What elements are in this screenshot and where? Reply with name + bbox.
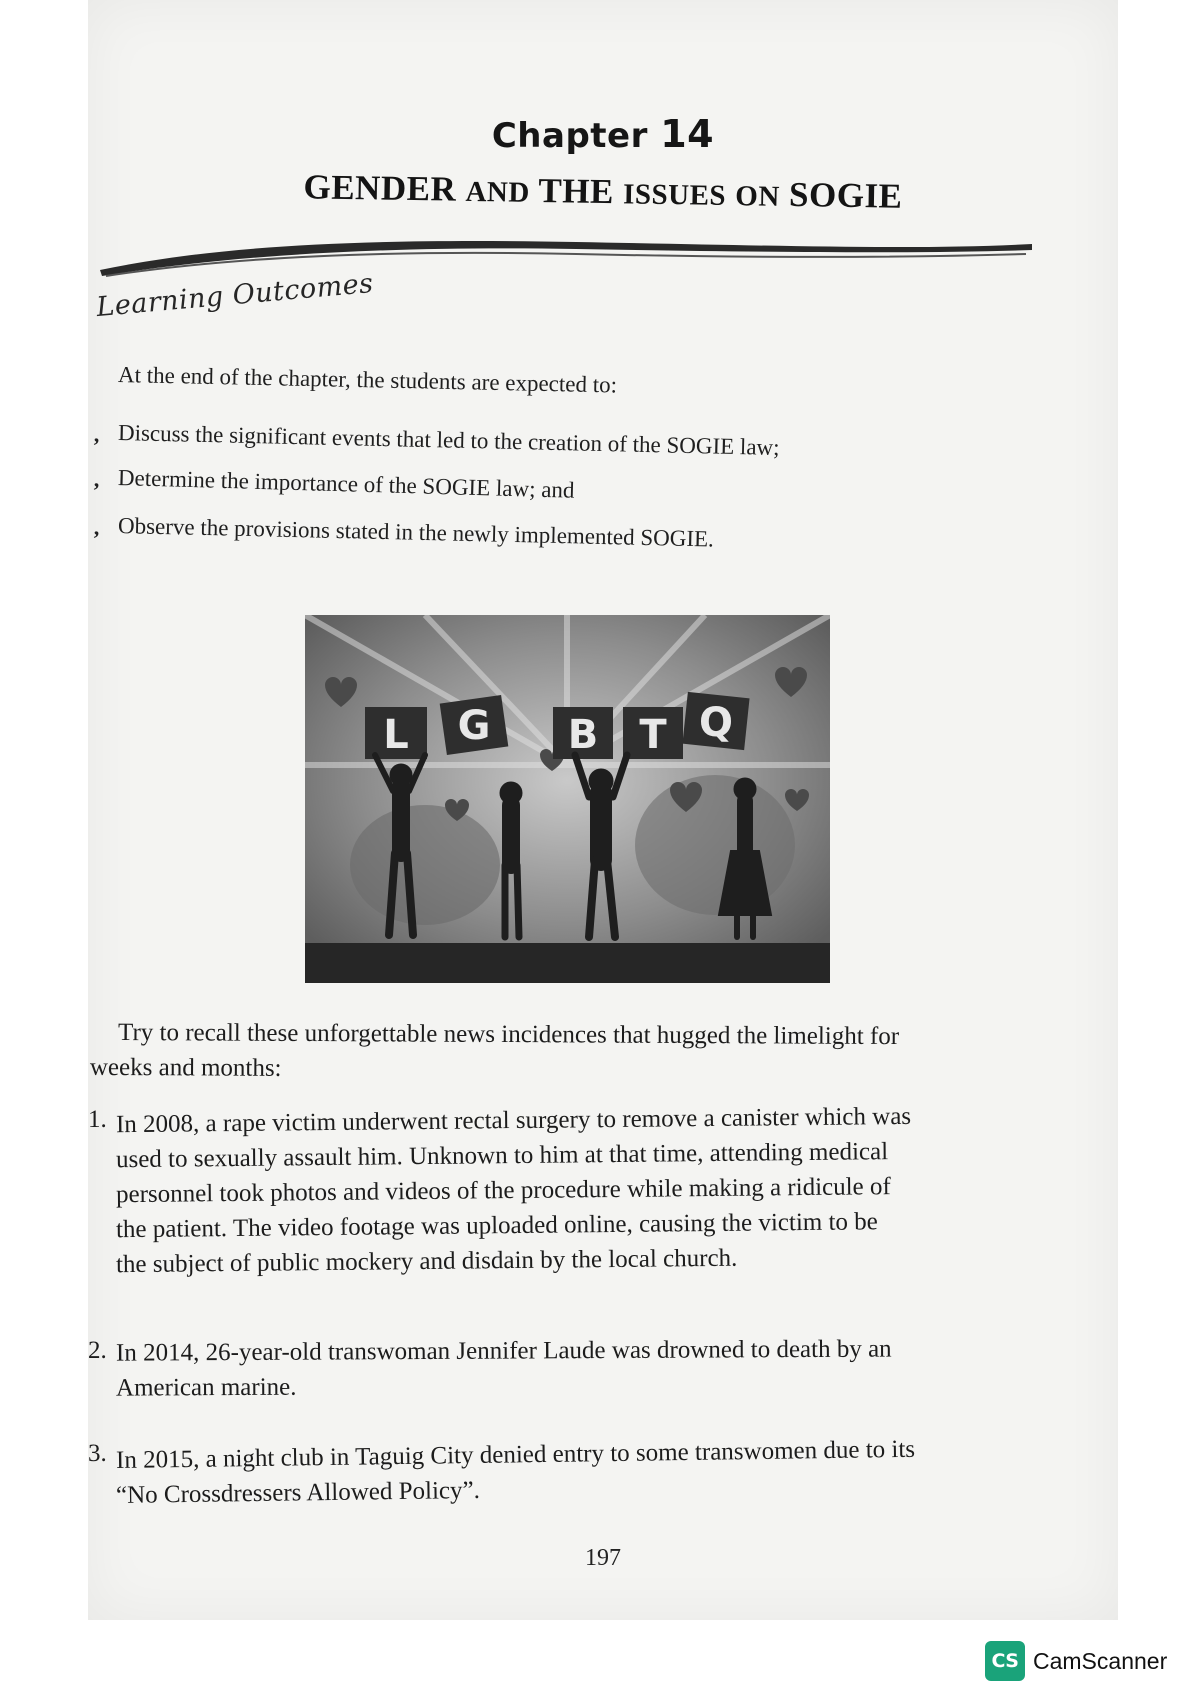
title-word: GENDER bbox=[303, 167, 457, 209]
list-item bbox=[93, 513, 715, 553]
item-line: In 2014, 26-year-old transwoman Jennifer Laude was drowned to death by an bbox=[115, 1335, 892, 1367]
bullet-mark: , bbox=[93, 514, 100, 540]
camscanner-logo-icon: CS bbox=[985, 1641, 1025, 1681]
outcome-text: Determine the importance of the SOGIE law; and bbox=[117, 465, 575, 503]
list-number: 1. bbox=[88, 1106, 107, 1133]
title-word: ISSUES bbox=[622, 178, 727, 212]
item-line: personnel took photos and videos of the procedure while making a ridicule of bbox=[115, 1173, 891, 1209]
item-line: “No Crossdressers Allowed Policy”. bbox=[115, 1476, 481, 1509]
lgbtq-illustration bbox=[305, 615, 830, 983]
bullet-mark: , bbox=[93, 421, 100, 447]
camscanner-watermark bbox=[985, 1641, 1167, 1681]
bullet-mark: , bbox=[93, 466, 100, 492]
sign-letter-g: G bbox=[457, 703, 491, 749]
item-line: the subject of public mockery and disdain by the local church. bbox=[115, 1244, 738, 1279]
list-number: 2. bbox=[88, 1337, 107, 1364]
sign-letter-l: L bbox=[383, 712, 409, 758]
chapter-label bbox=[88, 112, 1118, 156]
list-item bbox=[93, 465, 575, 504]
page-number: 197 bbox=[585, 1545, 621, 1571]
item-line: In 2015, a night club in Taguig City denied entry to some transwomen due to its bbox=[115, 1435, 916, 1474]
scanned-page bbox=[88, 0, 1118, 1620]
learning-outcomes-heading: Learning Outcomes bbox=[95, 267, 375, 324]
list-number: 3. bbox=[88, 1440, 107, 1467]
sign-letter-t: T bbox=[639, 712, 667, 758]
list-item bbox=[88, 1333, 1116, 1403]
title-word: AND bbox=[465, 175, 531, 209]
chapter-number: 14 bbox=[660, 112, 715, 156]
item-line: used to sexually assault him. Unknown to him at that time, attending medical bbox=[115, 1138, 889, 1174]
sign-letter-b: B bbox=[567, 712, 599, 758]
paragraph-line: Try to recall these unforgettable news incidences that hugged the limelight for bbox=[118, 1019, 900, 1051]
outcomes-intro: At the end of the chapter, the students are expected to: bbox=[117, 362, 618, 398]
list-item bbox=[88, 1102, 1116, 1279]
chapter-title bbox=[88, 164, 1119, 220]
title-word: THE bbox=[538, 170, 615, 212]
title-divider bbox=[96, 232, 1036, 282]
outcome-text: Discuss the significant events that led to the creation of the SOGIE law; bbox=[117, 420, 780, 461]
chapter-word: Chapter bbox=[491, 116, 648, 156]
item-line: In 2008, a rape victim underwent rectal surgery to remove a canister which was bbox=[115, 1102, 912, 1139]
intro-paragraph bbox=[89, 1015, 1108, 1090]
title-word: ON bbox=[735, 180, 781, 213]
list-item bbox=[93, 420, 780, 461]
paragraph-line: weeks and months: bbox=[89, 1053, 282, 1082]
camscanner-brand: CamScanner bbox=[1033, 1647, 1168, 1674]
item-line: American marine. bbox=[115, 1373, 297, 1402]
sign-letter-q: Q bbox=[698, 700, 734, 746]
outcome-text: Observe the provisions stated in the newly implemented SOGIE. bbox=[117, 513, 715, 552]
item-line: the patient. The video footage was uploaded online, causing the victim to be bbox=[115, 1208, 878, 1244]
title-word: SOGIE bbox=[788, 174, 903, 216]
list-item bbox=[88, 1435, 1116, 1509]
